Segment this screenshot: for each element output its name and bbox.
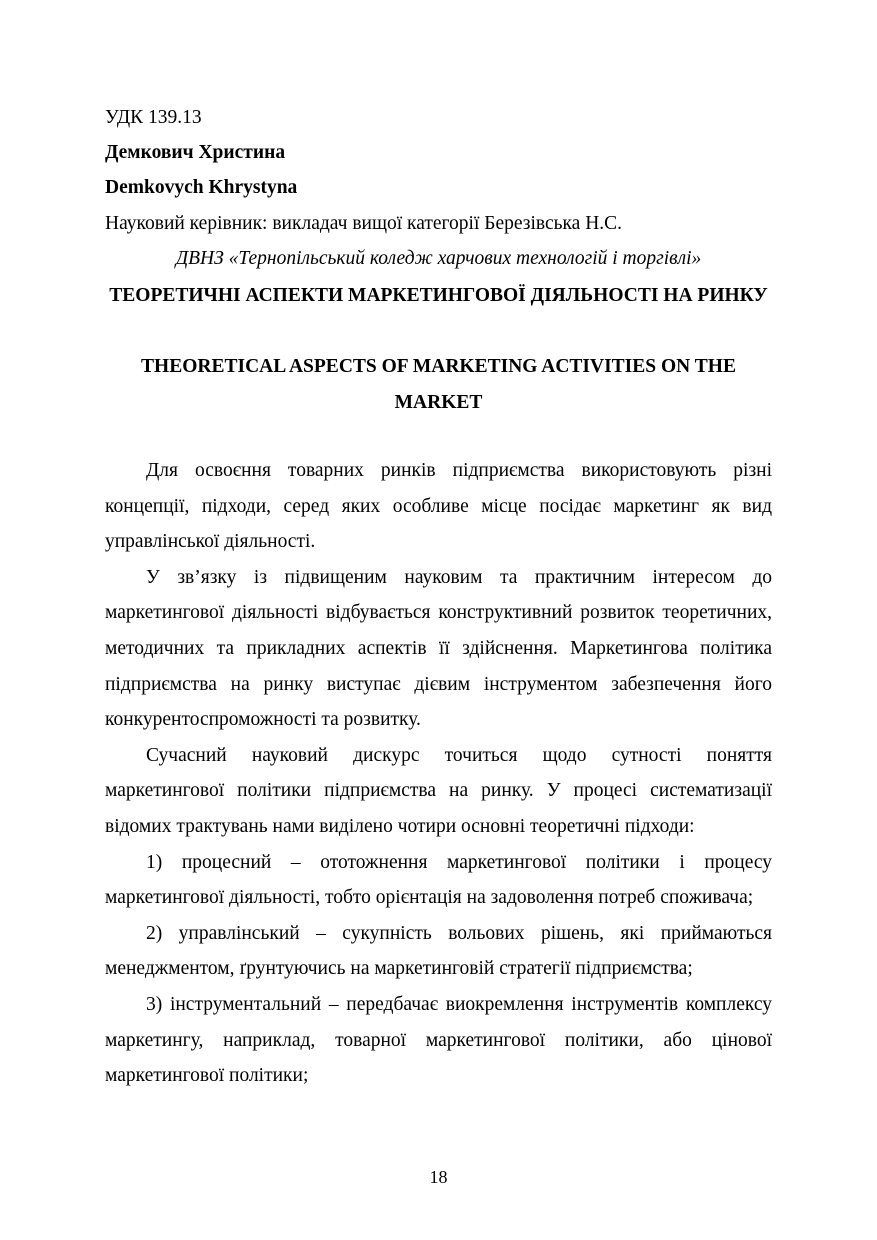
list-item: 2) управлінський – сукупність вольових рішень, які приймаються менеджментом, ґрунтуючись на маркетинговій стратегії підприємства; <box>105 922 772 980</box>
institution-name: ДВНЗ «Тернопільський коледж харчових технологій і торгівлі» <box>175 248 702 269</box>
title-ua: ТЕОРЕТИЧНІ АСПЕКТИ МАРКЕТИНГОВОЇ ДІЯЛЬНОСТІ НА РИНКУ <box>109 285 768 306</box>
scientific-supervisor: Науковий керівник: викладач вищої категорії Березівська Н.С. <box>105 213 623 234</box>
list-item: 1) процесний – ототожнення маркетингової політики і процесу маркетингової діяльності, тобто орієнтація на задоволення потреб споживача; <box>105 851 772 909</box>
title-en: THEORETICAL ASPECTS OF MARKETING ACTIVITIES ON THE MARKET <box>141 356 736 413</box>
page-number: 18 <box>429 1167 448 1187</box>
paragraph: Для освоєння товарних ринків підприємства використовують різні концепції, підходи, серед яких особливе місце посідає маркетинг як вид управлінської діяльності. <box>105 460 772 553</box>
udc-code: УДК 139.13 <box>105 107 202 128</box>
paragraph: Сучасний науковий дискурс точиться щодо сутності поняття маркетингової політики підприємства на ринку. У процесі систематизації відомих трактувань нами виділено чотири основні теоретичні підходи: <box>105 744 772 837</box>
paragraph: У зв’язку із підвищеним науковим та практичним інтересом до маркетингової діяльності відбувається конструктивний розвиток теоретичних, методичних та прикладних аспектів її здійснення. Маркетингова політика підприємства на ринку виступає дієвим інструментом забезпечення його конкурентоспроможності та розвитку. <box>105 566 772 731</box>
list-item: 3) інструментальний – передбачає виокремлення інструментів комплексу маркетингу, наприклад, товарної маркетингової політики, або цінової маркетингової політики; <box>105 993 772 1087</box>
author-name-en: Demkovych Khrystyna <box>105 177 298 198</box>
author-name-ua: Демкович Христина <box>105 142 286 163</box>
article-body <box>105 453 772 1094</box>
